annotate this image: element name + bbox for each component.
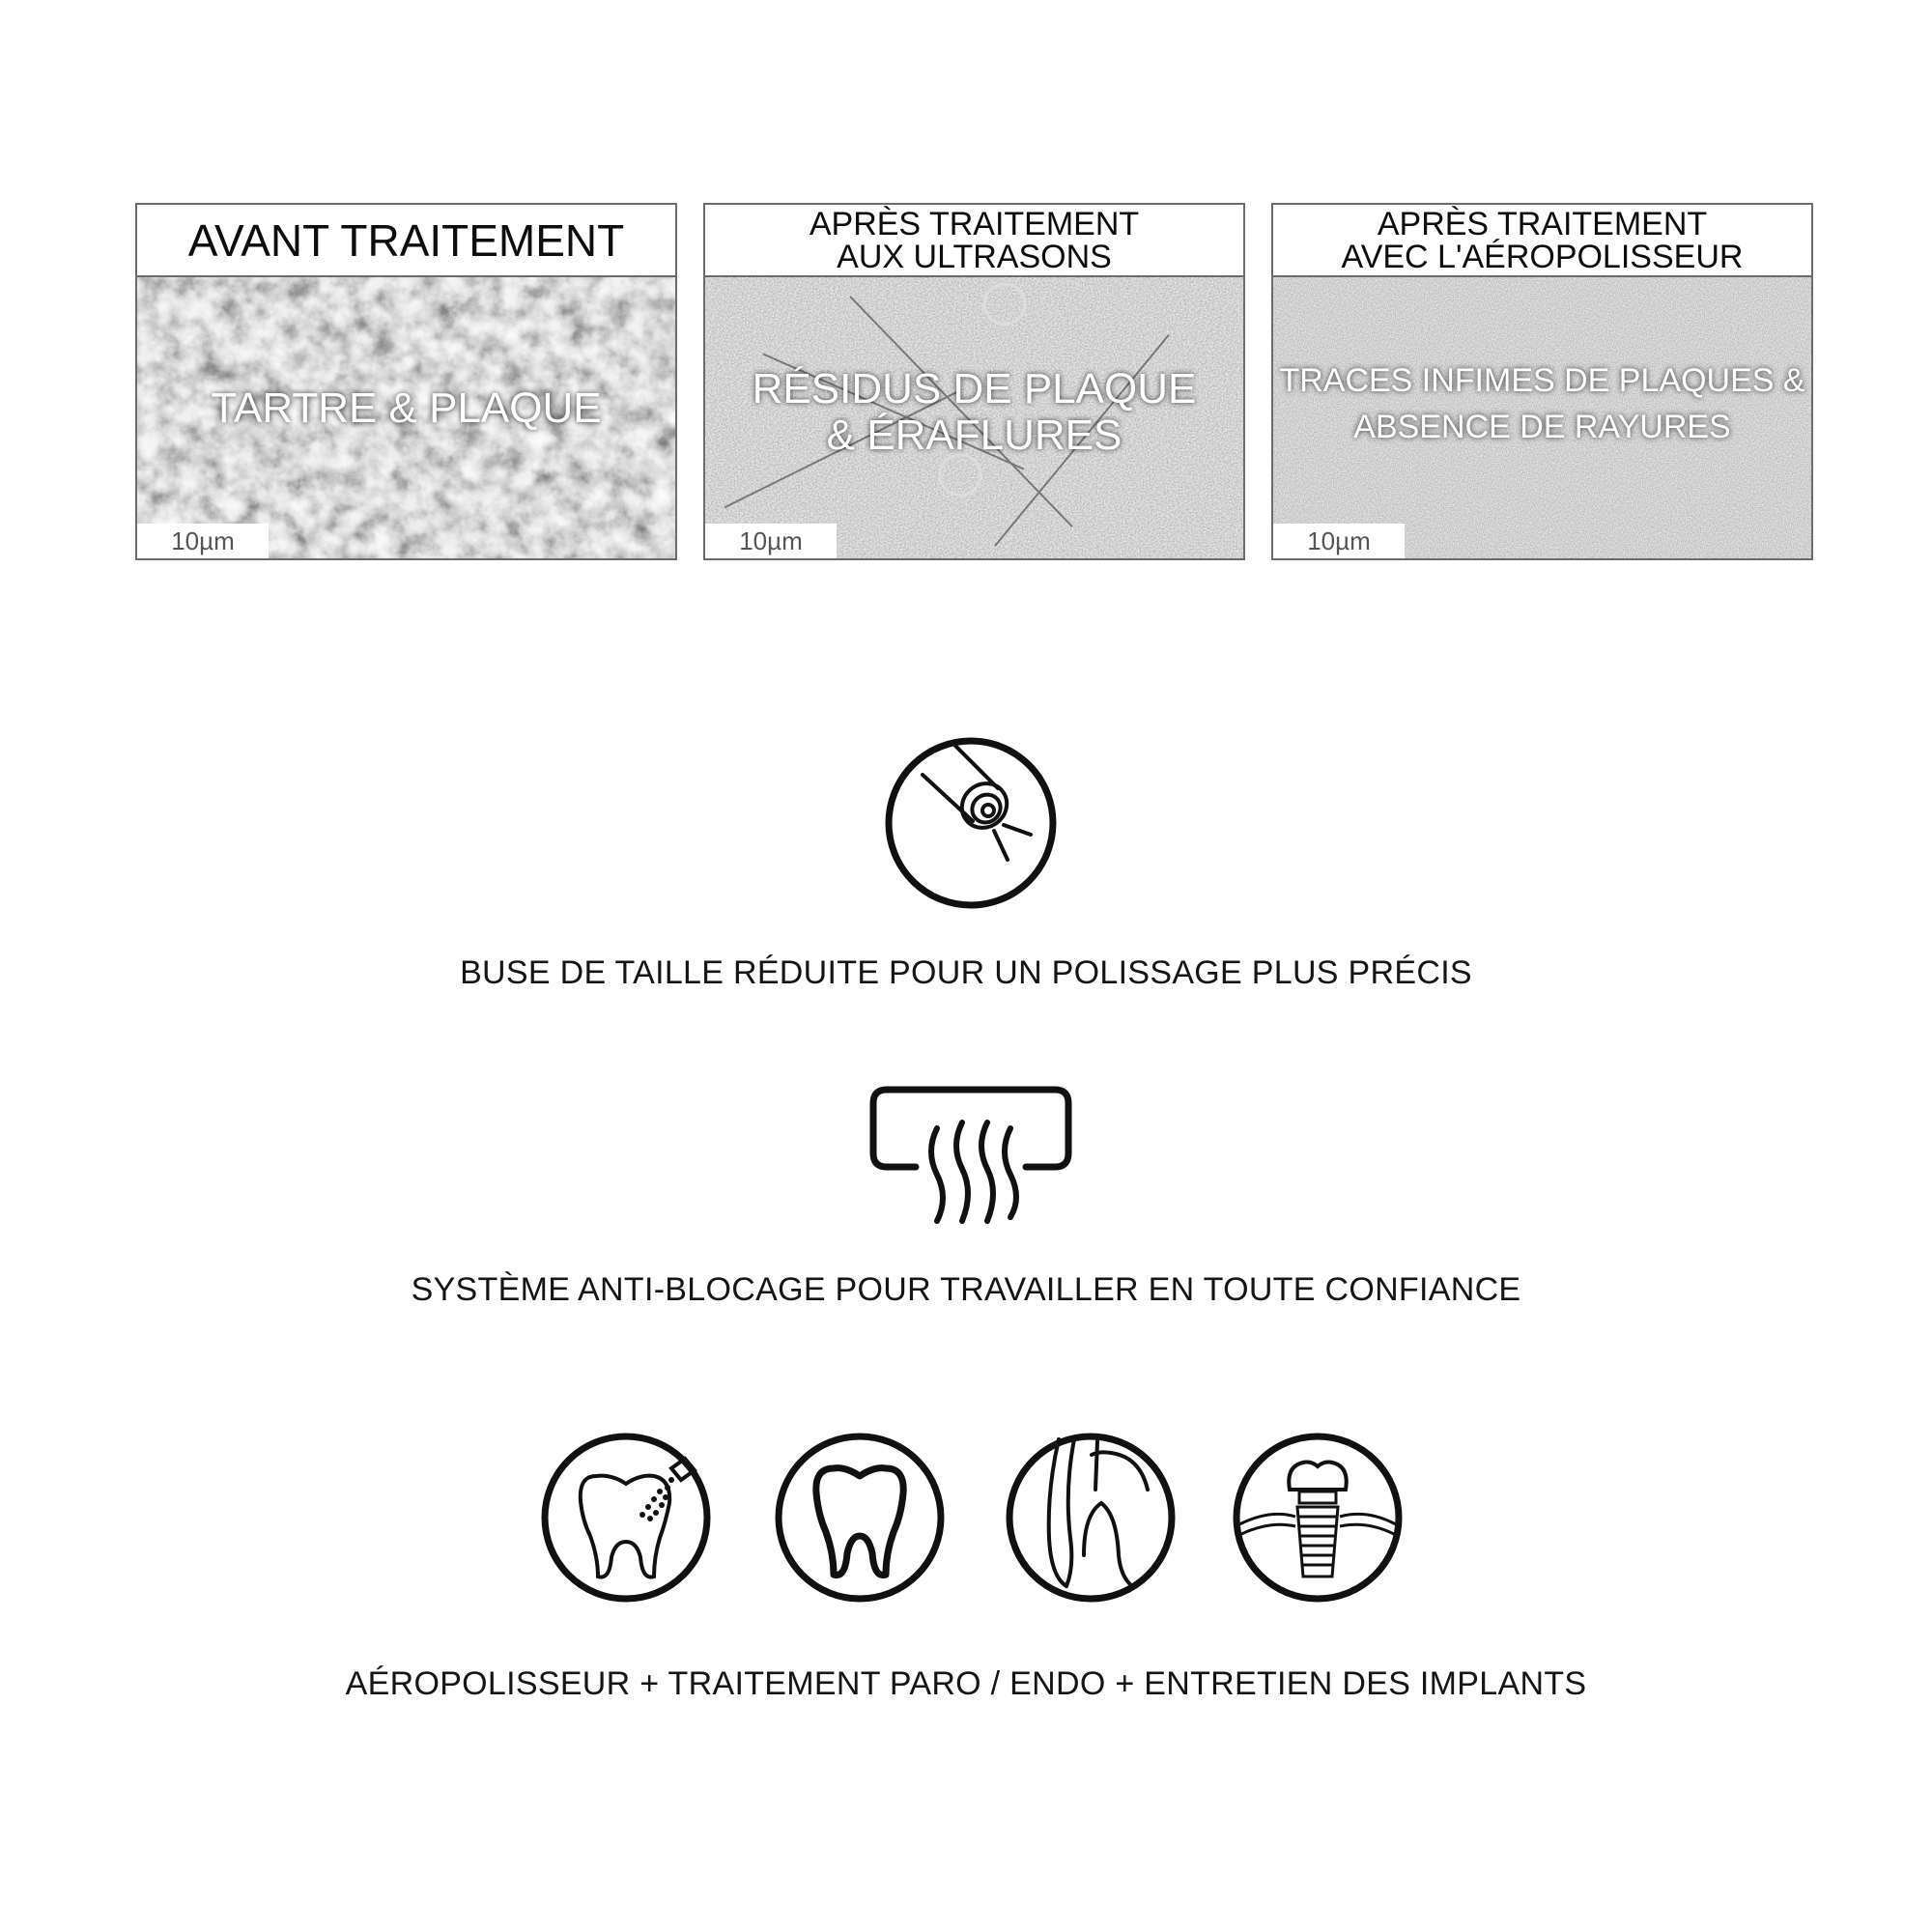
caption-line-1: TARTRE & PLAQUE — [211, 384, 602, 432]
panel-title-line-2: AUX ULTRASONS — [837, 238, 1112, 275]
comparison-panel-air-polisher — [1271, 203, 1813, 560]
panel-header — [137, 205, 675, 277]
micrograph-scratches-image — [705, 277, 1243, 558]
panel-caption — [1273, 277, 1811, 558]
scale-bar-label: 10µm — [137, 524, 269, 558]
feature-text-applications: AÉROPOLISSEUR + TRAITEMENT PARO / ENDO + ENTRETIEN DES IMPLANTS — [345, 1665, 1587, 1702]
panel-title: AVANT TRAITEMENT — [187, 214, 625, 266]
root-canal-icon — [1005, 1432, 1177, 1604]
panel-caption — [137, 277, 675, 558]
scale-bar-label: 10µm — [705, 524, 837, 558]
panel-title-line-2: AVEC L'AÉROPOLISSEUR — [1341, 238, 1744, 275]
micrograph-plaque-image — [137, 277, 675, 558]
caption-line-1: TRACES INFIMES DE PLAQUES & — [1279, 361, 1805, 399]
panel-title-line-1: APRÈS TRAITEMENT — [809, 205, 1140, 242]
anti-clog-icon — [867, 1084, 1074, 1229]
implant-icon — [1232, 1432, 1404, 1604]
caption-line-2: & ÉRAFLURES — [826, 411, 1122, 459]
air-polish-tooth-icon — [540, 1432, 712, 1604]
comparison-panel-before — [135, 203, 677, 560]
comparison-panel-ultrasound — [703, 203, 1245, 560]
caption-line-2: ABSENCE DE RAYURES — [1353, 408, 1731, 445]
feature-text-anti-clog: SYSTÈME ANTI-BLOCAGE POUR TRAVAILLER EN TOUTE CONFIANCE — [411, 1271, 1521, 1308]
panel-header — [705, 205, 1243, 277]
panel-header — [1273, 205, 1811, 277]
panel-caption — [705, 277, 1243, 558]
scale-bar-label: 10µm — [1273, 524, 1405, 558]
caption-line-1: RÉSIDUS DE PLAQUE — [752, 364, 1197, 412]
feature-text-nozzle: BUSE DE TAILLE RÉDUITE POUR UN POLISSAGE PLUS PRÉCIS — [460, 954, 1472, 991]
panel-title-line-1: APRÈS TRAITEMENT — [1377, 205, 1708, 242]
nozzle-icon — [884, 736, 1058, 910]
micrograph-smooth-image — [1273, 277, 1811, 558]
tooth-icon — [774, 1432, 946, 1604]
